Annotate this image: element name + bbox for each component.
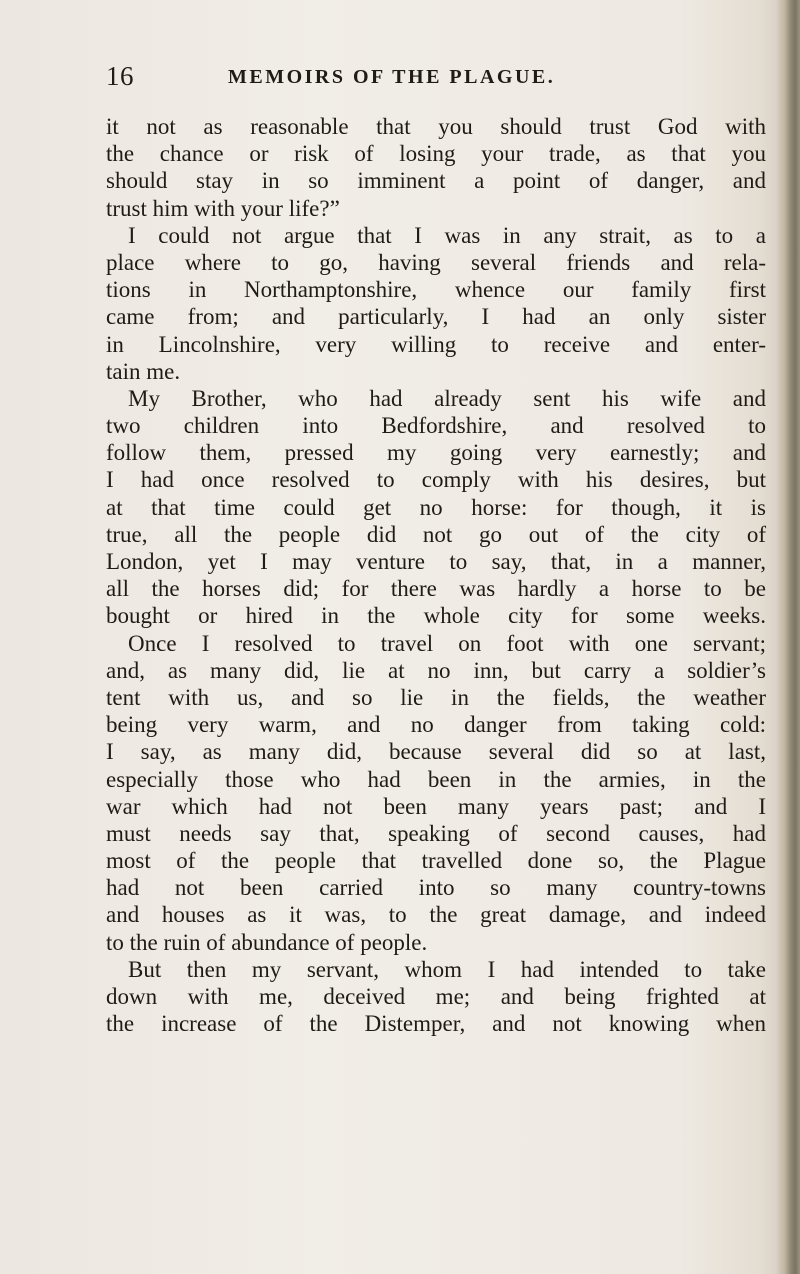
text-line: should stay in so imminent a point of danger, and — [106, 168, 766, 194]
text-line: it not as reasonable that you should trust God with — [106, 114, 766, 139]
text-line: I had once resolved to comply with his desires, but — [106, 467, 766, 493]
text-line: tent with us, and so lie in the fields, the weather — [106, 684, 766, 710]
text-line: trust him with your life?” — [106, 195, 340, 221]
text-line: and houses as it was, to the great damage, and indeed — [106, 902, 766, 928]
page-number: 16 — [106, 61, 134, 91]
text-line: came from; and particularly, I had an only sister — [106, 304, 766, 330]
text-line: bought or hired in the whole city for some weeks. — [106, 603, 766, 629]
text-line: follow them, pressed my going very earnestly; and — [106, 440, 766, 466]
text-line: to the ruin of abundance of people. — [106, 929, 428, 955]
running-head — [106, 60, 766, 100]
text-line: being very warm, and no danger from taking cold: — [106, 712, 766, 738]
running-title: MEMOIRS OF THE PLAGUE. — [228, 66, 556, 88]
body-text — [106, 113, 766, 1037]
text-line: especially those who had been in the armies, in the — [106, 766, 766, 792]
text-line: in Lincolnshire, very willing to receive and enter- — [106, 331, 766, 357]
text-line: down with me, deceived me; and being frighted at — [106, 984, 766, 1009]
text-line: had not been carried into so many country-towns — [106, 875, 766, 901]
text-line: two children into Bedfordshire, and resolved to — [106, 413, 766, 439]
text-line: I say, as many did, because several did so at last, — [106, 739, 766, 765]
text-line: the increase of the Distemper, and not knowing when — [106, 1011, 766, 1037]
text-line: I could not argue that I was in any strait, as to a — [128, 222, 766, 248]
text-line: My Brother, who had already sent his wife and — [128, 385, 766, 411]
text-line: all the horses did; for there was hardly a horse to be — [106, 576, 766, 602]
text-line: tain me. — [106, 358, 181, 384]
page-edge-shadow — [776, 0, 800, 1274]
text-line: London, yet I may venture to say, that, in a manner, — [106, 549, 766, 574]
text-line: Once I resolved to travel on foot with one servant; — [128, 630, 766, 656]
text-line: must needs say that, speaking of second causes, had — [106, 820, 766, 846]
text-line: at that time could get no horse: for though, it is — [106, 494, 766, 520]
text-line: war which had not been many years past; and I — [106, 793, 766, 819]
text-line: and, as many did, lie at no inn, but carry a soldier’s — [106, 657, 766, 683]
text-line: most of the people that travelled done so, the Plague — [106, 848, 766, 874]
text-line: true, all the people did not go out of the city of — [106, 521, 766, 547]
text-line: place where to go, having several friends and rela- — [106, 249, 766, 275]
text-line: tions in Northamptonshire, whence our family first — [106, 277, 766, 303]
text-line: the chance or risk of losing your trade, as that you — [106, 141, 766, 167]
text-line: But then my servant, whom I had intended to take — [128, 956, 766, 982]
